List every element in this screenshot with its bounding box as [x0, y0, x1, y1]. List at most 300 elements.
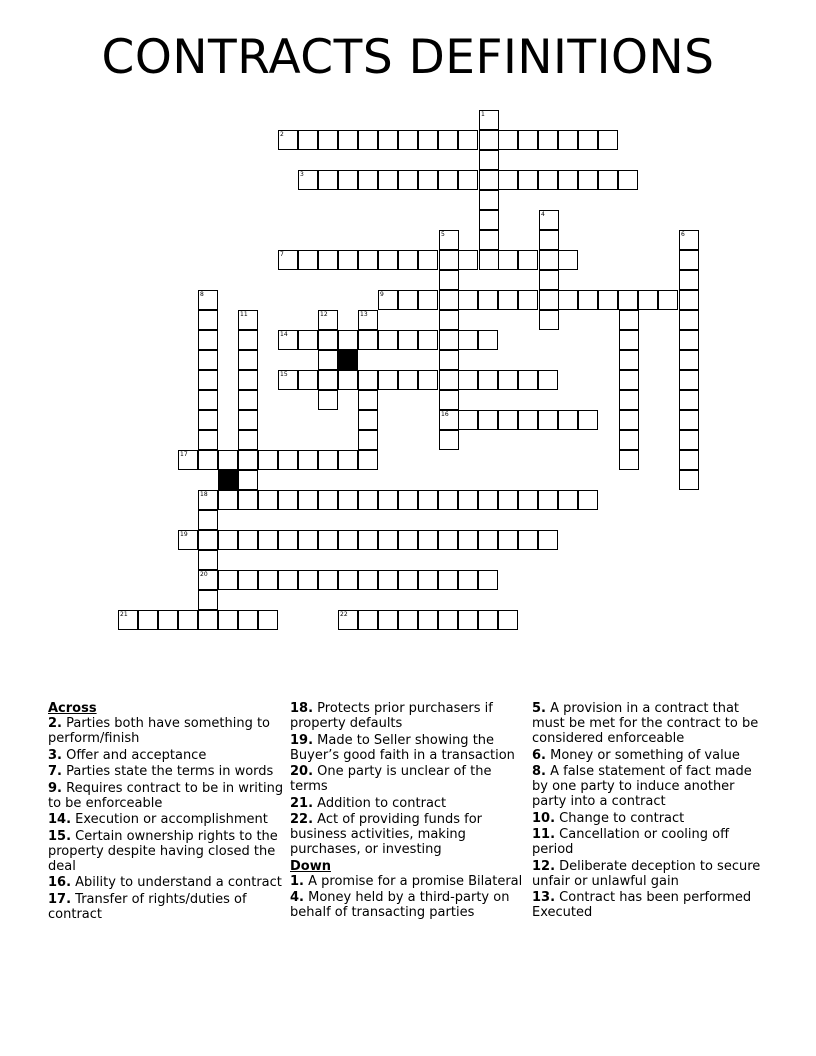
clue-item	[532, 764, 768, 809]
grid-cell[interactable]	[118, 610, 138, 630]
cell-number: 4	[541, 211, 545, 218]
grid-cell[interactable]	[378, 130, 398, 150]
clue-item	[290, 796, 526, 811]
grid-cell[interactable]	[298, 490, 318, 510]
clue-text: Change to contract	[555, 810, 685, 826]
grid-cell[interactable]	[558, 130, 578, 150]
grid-cell[interactable]	[478, 290, 498, 310]
grid-cell[interactable]	[518, 530, 538, 550]
grid-cell[interactable]	[618, 170, 638, 190]
grid-cell[interactable]	[378, 290, 398, 310]
clue-item	[290, 701, 526, 731]
grid-cell[interactable]	[298, 250, 318, 270]
grid-cell[interactable]	[619, 430, 639, 450]
grid-cell[interactable]	[238, 370, 258, 390]
grid-cell[interactable]	[538, 410, 558, 430]
grid-cell[interactable]	[298, 370, 318, 390]
grid-cell[interactable]	[378, 370, 398, 390]
grid-cell[interactable]	[238, 610, 258, 630]
grid-cell[interactable]	[478, 570, 498, 590]
grid-cell[interactable]	[338, 450, 358, 470]
grid-cell[interactable]	[539, 250, 559, 270]
grid-cell[interactable]	[439, 270, 459, 290]
grid-cell[interactable]	[478, 410, 498, 430]
grid-cell[interactable]	[258, 490, 278, 510]
clue-number: 1.	[290, 873, 304, 889]
grid-cell[interactable]	[438, 170, 458, 190]
grid-cell[interactable]	[318, 310, 338, 330]
grid-cell[interactable]	[358, 610, 378, 630]
grid-cell[interactable]	[238, 330, 258, 350]
grid-cell[interactable]	[338, 370, 358, 390]
grid-cell[interactable]	[198, 510, 218, 530]
grid-cell[interactable]	[538, 130, 558, 150]
grid-cell[interactable]	[398, 130, 418, 150]
grid-cell[interactable]	[438, 530, 458, 550]
clue-number: 18.	[290, 701, 314, 716]
grid-cell[interactable]	[238, 350, 258, 370]
grid-cell[interactable]	[518, 410, 538, 430]
grid-cell[interactable]	[439, 370, 459, 390]
grid-cell[interactable]	[518, 490, 538, 510]
grid-cell[interactable]	[198, 570, 218, 590]
grid-cell[interactable]	[438, 610, 458, 630]
clue-number: 11.	[532, 827, 556, 842]
clue-number: 4.	[290, 890, 304, 905]
grid-cell[interactable]	[378, 570, 398, 590]
grid-cell[interactable]	[458, 330, 478, 350]
grid-cell[interactable]	[679, 410, 699, 430]
grid-cell[interactable]	[358, 390, 378, 410]
grid-cell[interactable]	[498, 250, 518, 270]
grid-cell[interactable]	[298, 330, 318, 350]
clue-number: 19.	[290, 732, 314, 748]
grid-cell[interactable]	[258, 570, 278, 590]
grid-cell[interactable]	[278, 370, 298, 390]
grid-cell[interactable]	[358, 250, 378, 270]
grid-cell[interactable]	[539, 270, 559, 290]
grid-cell[interactable]	[398, 490, 418, 510]
grid-cell[interactable]	[238, 490, 258, 510]
grid-cell[interactable]	[298, 130, 318, 150]
grid-cell[interactable]	[338, 170, 358, 190]
grid-cell[interactable]	[138, 610, 158, 630]
clue-number: 16.	[48, 875, 72, 890]
grid-cell[interactable]	[439, 250, 459, 270]
clue-number: 17.	[48, 891, 72, 907]
grid-cell[interactable]	[278, 250, 298, 270]
clue-number: 22.	[290, 812, 314, 827]
grid-cell[interactable]	[198, 610, 218, 630]
grid-cell[interactable]	[538, 170, 558, 190]
grid-cell[interactable]	[498, 290, 518, 310]
cell-number: 11	[240, 311, 248, 318]
clue-item	[48, 829, 284, 874]
grid-cell[interactable]	[218, 610, 238, 630]
grid-cell[interactable]	[198, 370, 218, 390]
grid-cell[interactable]	[498, 170, 518, 190]
cell-number: 1	[481, 111, 485, 118]
grid-cell[interactable]	[418, 250, 438, 270]
clue-number: 21.	[290, 795, 314, 811]
page-title: CONTRACTS DEFINITIONS	[101, 30, 715, 85]
grid-cell[interactable]	[439, 230, 459, 250]
grid-cell[interactable]	[598, 130, 618, 150]
grid-cell[interactable]	[338, 530, 358, 550]
grid-cell[interactable]	[358, 410, 378, 430]
grid-cell[interactable]	[618, 290, 638, 310]
grid-cell[interactable]	[679, 290, 699, 310]
grid-cell[interactable]	[398, 290, 418, 310]
grid-cell[interactable]	[358, 450, 378, 470]
black-cell	[338, 350, 358, 370]
clue-number: 7.	[48, 764, 62, 779]
grid-cell[interactable]	[218, 450, 238, 470]
grid-cell[interactable]	[318, 390, 338, 410]
grid-cell[interactable]	[558, 290, 578, 310]
grid-cell[interactable]	[679, 370, 699, 390]
cell-number: 8	[200, 291, 204, 298]
grid-cell[interactable]	[238, 530, 258, 550]
clue-text: Ability to understand a contract	[71, 875, 282, 890]
grid-cell[interactable]	[619, 410, 639, 430]
grid-cell[interactable]	[338, 330, 358, 350]
grid-cell[interactable]	[538, 530, 558, 550]
grid-cell[interactable]	[398, 610, 418, 630]
clue-number: 6.	[532, 747, 546, 763]
grid-cell[interactable]	[458, 250, 478, 270]
grid-cell[interactable]	[418, 490, 438, 510]
grid-cell[interactable]	[518, 290, 538, 310]
grid-cell[interactable]	[458, 130, 478, 150]
grid-cell[interactable]	[418, 370, 438, 390]
grid-cell[interactable]	[518, 370, 538, 390]
grid-cell[interactable]	[478, 490, 498, 510]
clue-number: 13.	[532, 890, 556, 905]
clue-text: Certain ownership rights to the property despite having closed the deal	[48, 828, 278, 874]
grid-cell[interactable]	[198, 530, 218, 550]
cell-number: 18	[200, 491, 208, 498]
clue-item	[48, 748, 284, 763]
grid-cell[interactable]	[558, 170, 578, 190]
grid-cell[interactable]	[278, 130, 298, 150]
grid-cell[interactable]	[378, 530, 398, 550]
grid-cell[interactable]	[338, 490, 358, 510]
grid-cell[interactable]	[438, 130, 458, 150]
grid-cell[interactable]	[358, 130, 378, 150]
grid-cell[interactable]	[458, 490, 478, 510]
grid-cell[interactable]	[198, 290, 218, 310]
grid-cell[interactable]	[318, 130, 338, 150]
clue-item	[532, 859, 768, 889]
grid-cell[interactable]	[458, 410, 478, 430]
grid-cell[interactable]	[478, 610, 498, 630]
clue-text: Parties both have something to perform/finish	[48, 716, 271, 746]
grid-cell[interactable]	[198, 310, 218, 330]
clues-column-2	[290, 701, 526, 922]
grid-cell[interactable]	[458, 610, 478, 630]
grid-cell[interactable]	[439, 390, 459, 410]
grid-cell[interactable]	[679, 470, 699, 490]
grid-cell[interactable]	[479, 150, 499, 170]
clues-column-1	[48, 701, 284, 923]
grid-cell[interactable]	[298, 530, 318, 550]
grid-cell[interactable]	[479, 230, 499, 250]
grid-cell[interactable]	[418, 170, 438, 190]
cell-number: 9	[380, 291, 384, 298]
grid-cell[interactable]	[198, 490, 218, 510]
grid-cell[interactable]	[518, 250, 538, 270]
grid-cell[interactable]	[358, 430, 378, 450]
grid-cell[interactable]	[458, 290, 478, 310]
grid-cell[interactable]	[619, 390, 639, 410]
grid-cell[interactable]	[498, 610, 518, 630]
clue-text: Execution or accomplishment	[71, 812, 268, 827]
grid-cell[interactable]	[198, 390, 218, 410]
grid-cell[interactable]	[218, 570, 238, 590]
grid-cell[interactable]	[318, 490, 338, 510]
clue-item	[48, 781, 284, 811]
grid-cell[interactable]	[418, 290, 438, 310]
grid-cell[interactable]	[278, 570, 298, 590]
grid-cell[interactable]	[598, 170, 618, 190]
grid-cell[interactable]	[338, 610, 358, 630]
clue-number: 15.	[48, 828, 72, 844]
grid-cell[interactable]	[439, 330, 459, 350]
grid-cell[interactable]	[458, 370, 478, 390]
grid-cell[interactable]	[198, 590, 218, 610]
clue-item	[290, 874, 526, 889]
clue-item	[48, 812, 284, 827]
grid-cell[interactable]	[318, 330, 338, 350]
grid-cell[interactable]	[619, 450, 639, 470]
grid-cell[interactable]	[578, 410, 598, 430]
clue-item	[532, 890, 768, 920]
grid-cell[interactable]	[398, 530, 418, 550]
grid-cell[interactable]	[498, 530, 518, 550]
grid-cell[interactable]	[538, 370, 558, 390]
grid-cell[interactable]	[479, 250, 499, 270]
grid-cell[interactable]	[518, 130, 538, 150]
grid-cell[interactable]	[358, 170, 378, 190]
grid-cell[interactable]	[619, 370, 639, 390]
grid-cell[interactable]	[358, 310, 378, 330]
grid-cell[interactable]	[578, 490, 598, 510]
cell-number: 16	[441, 411, 449, 418]
grid-cell[interactable]	[398, 250, 418, 270]
grid-cell[interactable]	[238, 570, 258, 590]
grid-cell[interactable]	[398, 330, 418, 350]
grid-cell[interactable]	[198, 410, 218, 430]
grid-cell[interactable]	[558, 410, 578, 430]
grid-cell[interactable]	[318, 170, 338, 190]
grid-cell[interactable]	[418, 130, 438, 150]
grid-cell[interactable]	[478, 330, 498, 350]
grid-cell[interactable]	[298, 570, 318, 590]
grid-cell[interactable]	[278, 450, 298, 470]
grid-cell[interactable]	[358, 370, 378, 390]
grid-cell[interactable]	[158, 610, 178, 630]
clue-text: Made to Seller showing the Buyer’s good faith in a transaction	[290, 732, 515, 763]
clue-number: 14.	[48, 812, 72, 827]
grid-cell[interactable]	[578, 170, 598, 190]
clue-text: Cancellation or cooling off period	[532, 827, 730, 857]
grid-cell[interactable]	[198, 430, 218, 450]
grid-cell[interactable]	[558, 490, 578, 510]
grid-cell[interactable]	[478, 530, 498, 550]
grid-cell[interactable]	[679, 390, 699, 410]
cell-number: 2	[280, 131, 284, 138]
cell-number: 21	[120, 611, 128, 618]
clue-text: Act of providing funds for business activities, making purchases, or investing	[290, 812, 483, 857]
grid-cell[interactable]	[278, 330, 298, 350]
clue-item	[48, 875, 284, 890]
grid-cell[interactable]	[619, 330, 639, 350]
cell-number: 3	[300, 171, 304, 178]
grid-cell[interactable]	[198, 450, 218, 470]
grid-cell[interactable]	[318, 350, 338, 370]
grid-cell[interactable]	[418, 610, 438, 630]
grid-cell[interactable]	[458, 170, 478, 190]
clue-text: Protects prior purchasers if property defaults	[290, 701, 493, 731]
grid-cell[interactable]	[558, 250, 578, 270]
grid-cell[interactable]	[198, 350, 218, 370]
grid-cell[interactable]	[378, 330, 398, 350]
grid-cell[interactable]	[458, 570, 478, 590]
grid-cell[interactable]	[318, 530, 338, 550]
grid-cell[interactable]	[378, 490, 398, 510]
grid-cell[interactable]	[478, 370, 498, 390]
grid-cell[interactable]	[318, 370, 338, 390]
grid-cell[interactable]	[538, 490, 558, 510]
grid-cell[interactable]	[218, 490, 238, 510]
clue-number: 20.	[290, 764, 314, 779]
grid-cell[interactable]	[338, 570, 358, 590]
grid-cell[interactable]	[258, 610, 278, 630]
grid-cell[interactable]	[238, 390, 258, 410]
clue-number: 10.	[532, 810, 556, 826]
grid-cell[interactable]	[539, 210, 559, 230]
grid-cell[interactable]	[498, 490, 518, 510]
grid-cell[interactable]	[198, 330, 218, 350]
grid-cell[interactable]	[258, 450, 278, 470]
grid-cell[interactable]	[439, 310, 459, 330]
grid-cell[interactable]	[398, 170, 418, 190]
grid-cell[interactable]	[539, 290, 559, 310]
grid-cell[interactable]	[358, 530, 378, 550]
grid-cell[interactable]	[238, 470, 258, 490]
grid-cell[interactable]	[638, 290, 658, 310]
grid-cell[interactable]	[198, 550, 218, 570]
grid-cell[interactable]	[238, 310, 258, 330]
grid-cell[interactable]	[598, 290, 618, 310]
grid-cell[interactable]	[679, 310, 699, 330]
grid-cell[interactable]	[479, 130, 499, 150]
grid-cell[interactable]	[358, 330, 378, 350]
grid-cell[interactable]	[679, 450, 699, 470]
grid-cell[interactable]	[278, 530, 298, 550]
grid-cell[interactable]	[458, 530, 478, 550]
grid-cell[interactable]	[479, 210, 499, 230]
grid-cell[interactable]	[438, 570, 458, 590]
grid-cell[interactable]	[298, 450, 318, 470]
grid-cell[interactable]	[619, 350, 639, 370]
grid-cell[interactable]	[178, 610, 198, 630]
grid-cell[interactable]	[679, 430, 699, 450]
grid-cell[interactable]	[439, 350, 459, 370]
grid-cell[interactable]	[318, 450, 338, 470]
grid-cell[interactable]	[619, 310, 639, 330]
grid-cell[interactable]	[178, 530, 198, 550]
grid-cell[interactable]	[658, 290, 678, 310]
clue-text: Addition to contract	[313, 795, 447, 811]
grid-cell[interactable]	[439, 410, 459, 430]
grid-cell[interactable]	[418, 570, 438, 590]
grid-cell[interactable]	[498, 410, 518, 430]
grid-cell[interactable]	[258, 530, 278, 550]
grid-cell[interactable]	[218, 530, 238, 550]
grid-cell[interactable]	[318, 570, 338, 590]
grid-cell[interactable]	[318, 250, 338, 270]
clue-text: A promise for a promise Bilateral	[303, 873, 523, 889]
grid-cell[interactable]	[479, 190, 499, 210]
grid-cell[interactable]	[358, 570, 378, 590]
grid-cell[interactable]	[238, 410, 258, 430]
cell-number: 7	[280, 251, 284, 258]
grid-cell[interactable]	[298, 170, 318, 190]
grid-cell[interactable]	[578, 290, 598, 310]
grid-cell[interactable]	[498, 370, 518, 390]
grid-cell[interactable]	[578, 130, 598, 150]
grid-cell[interactable]	[539, 310, 559, 330]
grid-cell[interactable]	[178, 450, 198, 470]
grid-cell[interactable]	[679, 350, 699, 370]
grid-cell[interactable]	[479, 110, 499, 130]
grid-cell[interactable]	[518, 170, 538, 190]
grid-cell[interactable]	[679, 250, 699, 270]
grid-cell[interactable]	[418, 330, 438, 350]
grid-cell[interactable]	[418, 530, 438, 550]
grid-cell[interactable]	[378, 610, 398, 630]
cell-number: 15	[280, 371, 288, 378]
clue-number: 8.	[532, 764, 546, 779]
grid-cell[interactable]	[439, 290, 459, 310]
clue-text: A false statement of fact made by one party to induce another party into a contract	[532, 764, 752, 809]
grid-cell[interactable]	[439, 430, 459, 450]
grid-cell[interactable]	[278, 490, 298, 510]
grid-cell[interactable]	[378, 170, 398, 190]
grid-cell[interactable]	[338, 130, 358, 150]
grid-cell[interactable]	[378, 250, 398, 270]
grid-cell[interactable]	[498, 130, 518, 150]
grid-cell[interactable]	[438, 490, 458, 510]
grid-cell[interactable]	[679, 330, 699, 350]
clue-item	[290, 812, 526, 857]
grid-cell[interactable]	[479, 170, 499, 190]
grid-cell[interactable]	[338, 250, 358, 270]
grid-cell[interactable]	[539, 230, 559, 250]
clue-text: Money or something of value	[545, 747, 740, 763]
cell-number: 5	[441, 231, 445, 238]
grid-cell[interactable]	[238, 450, 258, 470]
grid-cell[interactable]	[238, 430, 258, 450]
grid-cell[interactable]	[398, 370, 418, 390]
grid-cell[interactable]	[398, 570, 418, 590]
grid-cell[interactable]	[679, 270, 699, 290]
grid-cell[interactable]	[679, 230, 699, 250]
grid-cell[interactable]	[358, 490, 378, 510]
clues-column-3	[532, 701, 768, 922]
